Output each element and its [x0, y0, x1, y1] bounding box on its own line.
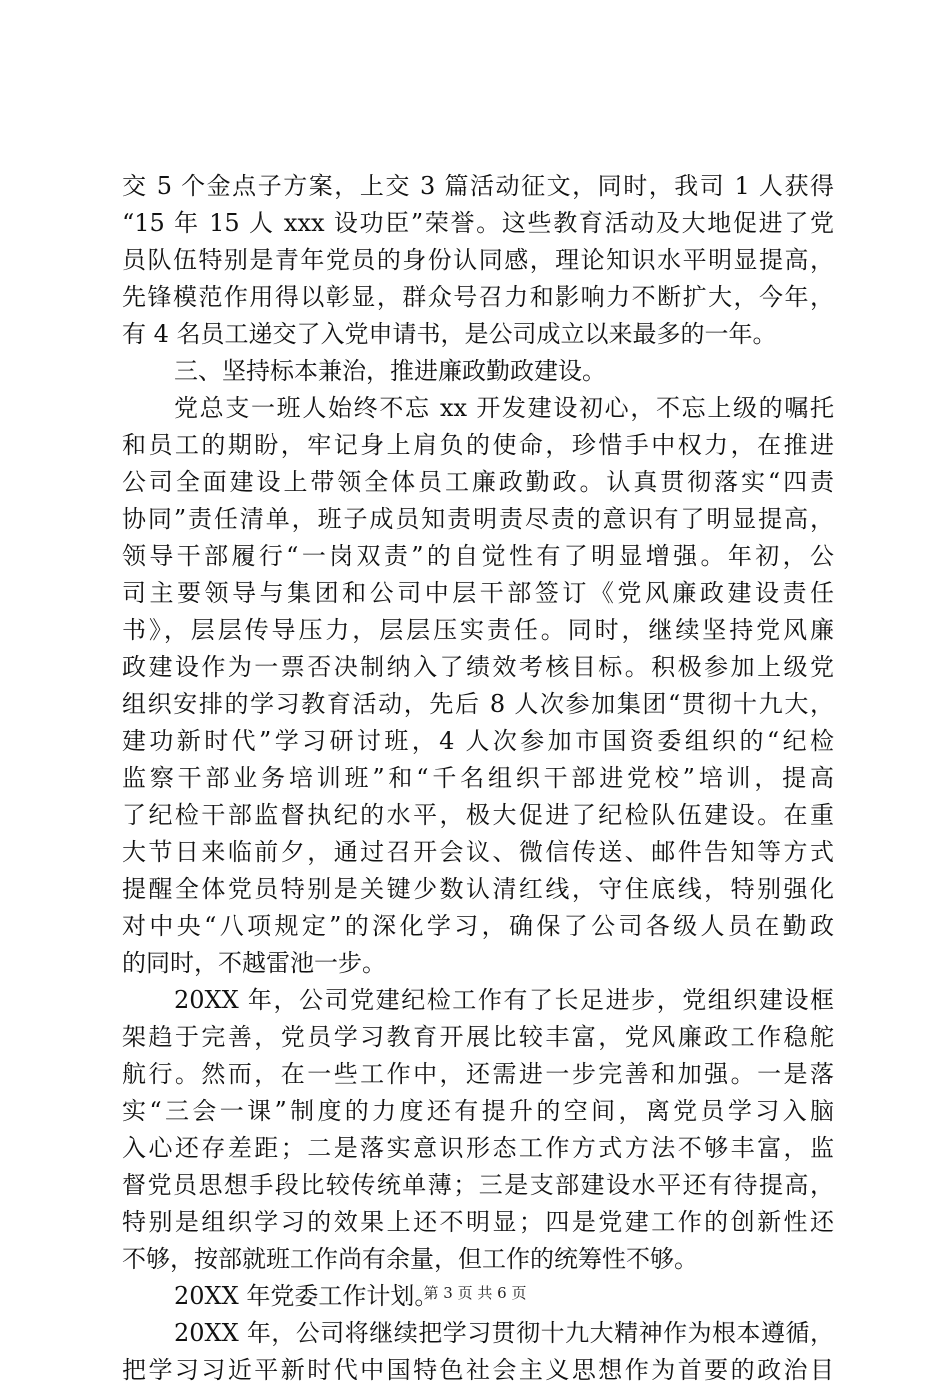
text-line: 大节日来临前夕，通过召开会议、微信传送、邮件告知等方式: [122, 838, 834, 866]
text-line: 交 5 个金点子方案，上交 3 篇活动征文，同时，我司 1 人获得: [122, 172, 834, 200]
text-line: 把学习习近平新时代中国特色社会主义思想作为首要的政治目: [122, 1356, 834, 1384]
text-line: 建功新时代”学习研讨班，4 人次参加市国资委组织的“纪检: [122, 727, 834, 755]
text-line: 20XX 年党委工作计划。: [174, 1282, 439, 1310]
text-line: 架趋于完善，党员学习教育开展比较丰富，党风廉政工作稳舵: [122, 1023, 834, 1051]
text-line: 和员工的期盼，牢记身上肩负的使命，珍惜手中权力，在推进: [122, 431, 834, 459]
text-line: 先锋模范作用得以彰显，群众号召力和影响力不断扩大，今年，: [122, 283, 834, 311]
text-line: 对中央“八项规定”的深化学习，确保了公司各级人员在勤政: [122, 912, 834, 940]
text-line: 三、坚持标本兼治，推进廉政勤政建设。: [174, 357, 606, 385]
text-line: 监察干部业务培训班”和“千名组织干部进党校”培训，提高: [122, 764, 834, 792]
text-line: 航行。然而，在一些工作中，还需进一步完善和加强。一是落: [122, 1060, 834, 1088]
text-line: 政建设作为一票否决制纳入了绩效考核目标。积极参加上级党: [122, 653, 834, 681]
text-line: 党总支一班人始终不忘 xx 开发建设初心，不忘上级的嘱托: [174, 394, 834, 422]
text-line: 组织安排的学习教育活动，先后 8 人次参加集团“贯彻十九大，: [122, 690, 834, 718]
text-line: 员队伍特别是青年党员的身份认同感，理论知识水平明显提高，: [122, 246, 834, 274]
text-line: 了纪检干部监督执纪的水平，极大促进了纪检队伍建设。在重: [122, 801, 834, 829]
text-line: 的同时，不越雷池一步。: [122, 949, 386, 977]
text-line: 不够，按部就班工作尚有余量，但工作的统筹性不够。: [122, 1245, 698, 1273]
text-line: 20XX 年，公司将继续把学习贯彻十九大精神作为根本遵循，: [174, 1319, 834, 1347]
text-line: 提醒全体党员特别是关键少数认清红线，守住底线，特别强化: [122, 875, 834, 903]
text-line: “15 年 15 人 xxx 设功臣”荣誉。这些教育活动及大地促进了党: [122, 209, 834, 237]
page-footer: 第 3 页 共 6 页: [423, 1284, 527, 1302]
text-line: 公司全面建设上带领全体员工廉政勤政。认真贯彻落实“四责: [122, 468, 834, 496]
text-line: 特别是组织学习的效果上还不明显；四是党建工作的创新性还: [122, 1208, 834, 1236]
text-line: 入心还存差距；二是落实意识形态工作方式方法不够丰富，监: [122, 1134, 834, 1162]
text-line: 20XX 年，公司党建纪检工作有了长足进步，党组织建设框: [174, 986, 834, 1014]
text-line: 督党员思想手段比较传统单薄；三是支部建设水平还有待提高，: [122, 1171, 834, 1199]
text-line: 司主要领导与集团和公司中层干部签订《党风廉政建设责任: [122, 579, 834, 607]
text-line: 有 4 名员工递交了入党申请书，是公司成立以来最多的一年。: [122, 320, 777, 348]
text-line: 实“三会一课”制度的力度还有提升的空间，离党员学习入脑: [122, 1097, 834, 1125]
text-line: 领导干部履行“一岗双责”的自觉性有了明显增强。年初，公: [122, 542, 834, 570]
text-line: 协同”责任清单，班子成员知责明责尽责的意识有了明显提高，: [122, 505, 834, 533]
document-body: [122, 168, 834, 1389]
text-line: 书》，层层传导压力，层层压实责任。同时，继续坚持党风廉: [122, 616, 834, 644]
